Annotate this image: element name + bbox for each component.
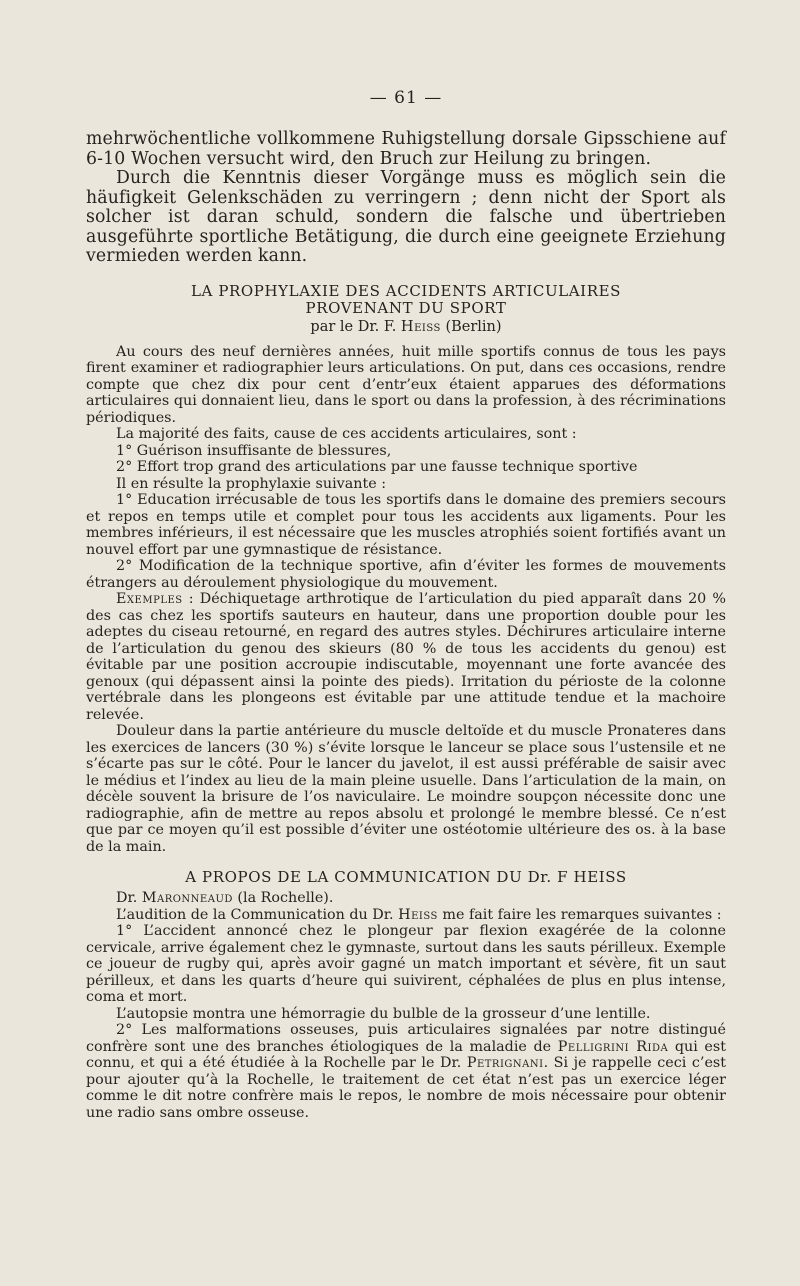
paragraph	[86, 1022, 726, 1121]
paragraph: Il en résulte la prophylaxie suivante :	[116, 475, 387, 492]
list-item: 2° Effort trop grand des articulations par une fausse technique sportive	[116, 459, 638, 475]
byline-suffix: (Berlin)	[440, 318, 502, 335]
list-item: 1° Education irrécusable de tous les sportifs dans le domaine des premiers secours et repos en temps utile et complet pour tous les accidents aux ligaments. Pour les membres inférieurs, il est nécessaire que les muscles atrophiés soient fortifiés avant un nouvel effort par une gymnastique de résistance.	[86, 492, 726, 558]
paragraph: Au cours des neuf dernières années, huit mille sportifs connus de tous les pays firent examiner et radiographier leurs articulations. On put, dans ces occasions, rendre compte que chez dix pour cent d’entr’eux étaient apparues des déformations articulaires qui donnaient lieu, dans le sport ou dans la profession, à des récriminations périodiques.	[86, 343, 726, 426]
list-item: 2° Modification de la technique sportive, afin d’éviter les formes de mouvements étrangers au déroulement physiologique du mouvement.	[86, 558, 726, 591]
german-text-block	[86, 130, 726, 267]
paragraph-exemples	[86, 591, 726, 723]
author-prefix: Dr.	[116, 890, 142, 906]
article-2-body	[86, 890, 726, 1121]
article-byline	[86, 319, 726, 336]
author-suffix: (la Rochelle).	[232, 890, 334, 906]
paragraph: La majorité des faits, cause de ces accidents articulaires, sont :	[116, 426, 577, 442]
german-paragraph-2: Durch die Kenntnis dieser Vorgänge muss es möglich sein die häufigkeit Gelenkschäden zu verringern ; denn nicht der Sport als solcher ist daran schuld, sondern die falsche und übertrieben ausgeführte sportliche Betätigung, die durch eine geeignete Erziehung vermieden werden kann.	[86, 168, 726, 266]
text-run: qui est connu, et qui a été étudiée à la Rochelle par le Dr.	[86, 1038, 726, 1071]
author-name: Maronneaud	[141, 890, 233, 906]
text-run: . Si je rappelle ceci c’est pour ajouter qu’à la Rochelle, le traitement de cet état n’est pas un exercice léger comme le dit notre confrère mais le repos, le nombre de mois nécessaire pour obtenir une radio sans ombre osseuse.	[86, 1055, 726, 1121]
article-2-title: A PROPOS DE LA COMMUNICATION DU Dr. F HEISS	[185, 868, 627, 886]
document-page	[86, 88, 726, 1121]
article-title-line-1: LA PROPHYLAXIE DES ACCIDENTS ARTICULAIRES	[190, 281, 622, 300]
paragraph	[86, 907, 726, 924]
text-run: me fait faire les remarques suivantes :	[437, 906, 722, 923]
german-paragraph-1: mehrwöchentliche vollkommene Ruhigstellung dorsale Gipsschiene auf 6-10 Wochen versucht wird, den Bruch zur Heilung zu bringen.	[86, 129, 726, 169]
list-item: 1° Guérison insuffisante de blessures,	[116, 442, 392, 459]
exemples-text: : Déchiquetage arthrotique de l’articulation du pied apparaît dans 20 % des cas chez les sportifs sauteurs en hauteur, dans une proportion double pour les adeptes du ciseau retourné, en regard des autres styles. Déchirures articulaire interne de l’articulation du genou des skieurs (80 % de tous les accidents du genou) est évitable par une position accroupie indiscutable, moyennant une forte avancée des genoux (qui dépassent ainsi la pointe des pieds). Irritation du périoste de la colonne vertébrale dans les plongeons est évitable par une attitude tendue et la machoire relevée.	[86, 591, 726, 723]
cited-name: Pelligrini Rida	[557, 1038, 669, 1055]
page-number: — 61 —	[369, 88, 443, 108]
cited-name: Heiss	[398, 906, 438, 923]
paragraph: 1° L’accident annoncé chez le plongeur par flexion exagérée de la colonne cervicale, arrive également chez le gymnaste, surtout dans les sauts périlleux. Exemple ce joueur de rugby qui, après avoir gagné un match important et sévère, fit un saut périlleux, et dans les quarts d’heure qui suivirent, céphalées de plus en plus intense, coma et mort.	[86, 923, 726, 1005]
article-body	[86, 344, 726, 856]
byline-author-name: Heiss	[400, 318, 441, 335]
byline-prefix: par le Dr. F.	[310, 318, 401, 335]
exemples-label: Exemples	[116, 591, 183, 607]
article-prophylaxie	[86, 283, 726, 856]
paragraph: Douleur dans la partie antérieure du muscle deltoïde et du muscle Pronateres dans les exercices de lancers (30 %) s’évite lorsque le lanceur se place sous l’ustensile et ne s’écarte pas sur le côté. Pour le lancer du javelot, il est aussi préférable de saisir avec le médius et l’index au lieu de la main pleine usuelle. Dans l’articulation de la main, on décèle souvent la brisure de l’os naviculaire. Le moindre soupçon nécessite donc une radiographie, afin de mettre au repos absolu et prolongé le membre blessé. Ce n’est que par ce moyen qu’il est possible d’éviter une ostéotomie ultérieure des os. à la base de la main.	[86, 723, 726, 855]
paragraph: L’autopsie montra une hémorragie du bulble de la grosseur d’une lentille.	[116, 1005, 651, 1022]
article-title-line-2: PROVENANT DU SPORT	[305, 298, 507, 317]
cited-name: Petrignani	[466, 1055, 544, 1071]
article-a-propos	[86, 869, 726, 1121]
text-run: 2° Les malformations osseuses, puis articulaires signalées par notre distingué confrère sont une des branches étiologiques de la maladie de	[86, 1022, 726, 1055]
text-run: L’audition de la Communication du Dr.	[116, 906, 399, 923]
article-2-author	[86, 890, 726, 907]
